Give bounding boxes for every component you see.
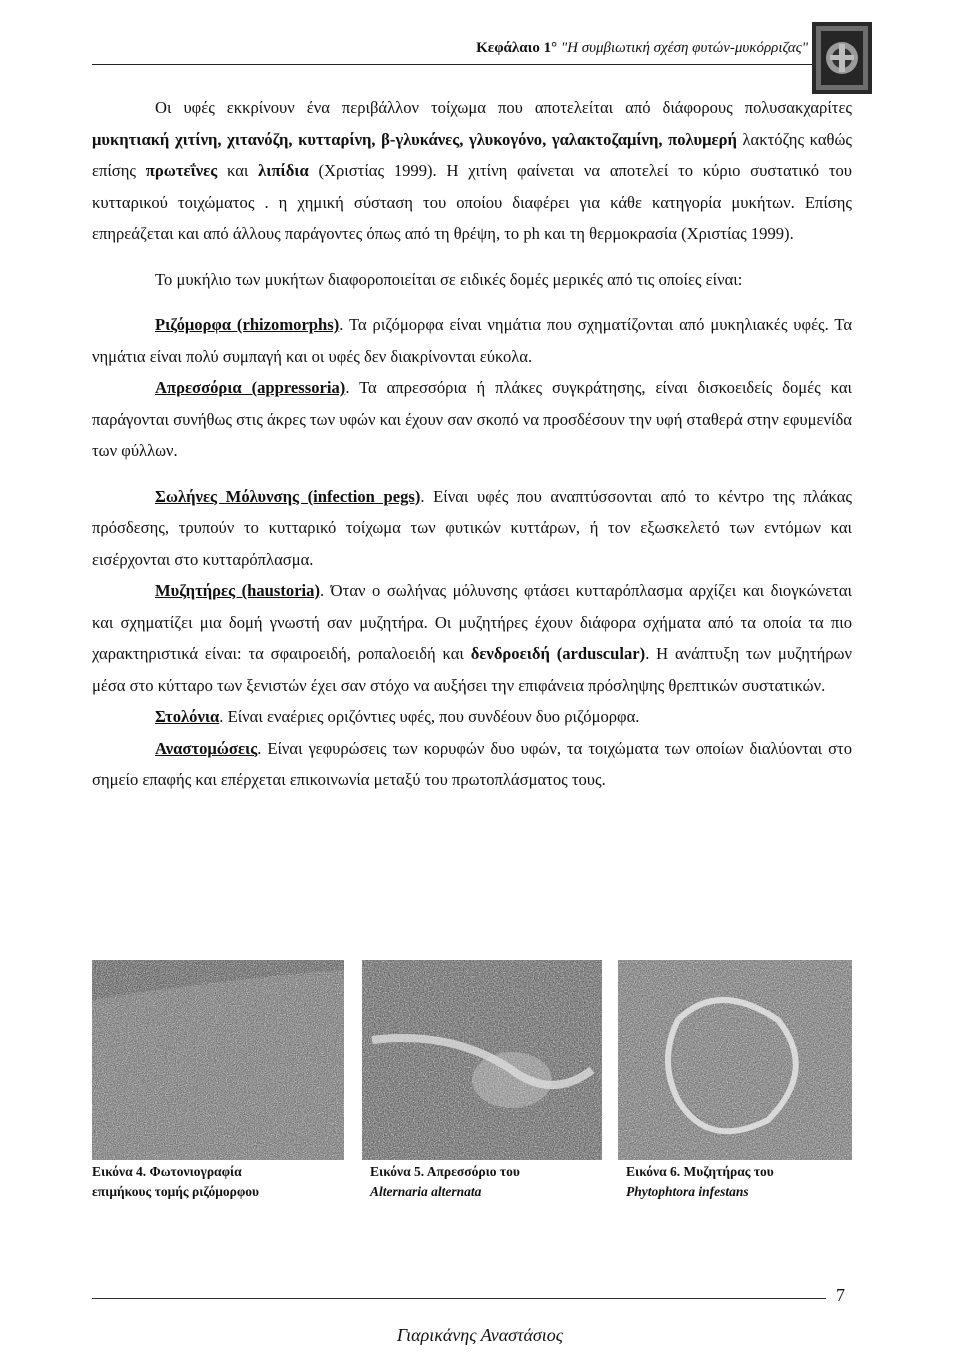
figures-row — [92, 960, 852, 1160]
paragraph-anastomoses: Αναστομώσεις. Είναι γεφυρώσεις των κορυφών δυο υφών, τα τοιχώματα των οποίων διαλύονται στο σημείο επαφής και επέρχεται επικοινωνία μεταξύ του πρωτοπλάσματος τους. — [92, 738, 852, 789]
body-text — [92, 92, 852, 796]
caption-figure-5: Εικόνα 5. Απρεσσόριο του Alternaria alternata — [370, 1164, 520, 1199]
author-footer: Γιαρικάνης Αναστάσιος — [396, 1325, 564, 1345]
running-header — [0, 40, 808, 57]
appressorium-micrograph — [362, 960, 602, 1160]
term-appressoria: Απρεσσόρια (appressoria) — [155, 378, 346, 397]
term-haustoria: Μυζητήρες (haustoria) — [155, 581, 320, 600]
rhizomorph-micrograph — [92, 960, 344, 1160]
term-rhizomorphs: Ριζόμορφα (rhizomorphs) — [155, 315, 340, 334]
caption-figure-4: Εικόνα 4. Φωτονιογραφία επιμήκους τομής ριζόμορφου — [92, 1164, 260, 1199]
paragraph-stolons: Στολόνια. Είναι εναέριες οριζόντιες υφές, που συνδέουν δυο ριζόμορφα. — [155, 707, 640, 726]
paragraph-structures-intro: Το μυκήλιο των μυκήτων διαφοροποιείται σε ειδικές δομές μερικές από τις οποίες είναι: — [155, 269, 743, 289]
term-stolons: Στολόνια — [155, 707, 220, 726]
footer-rule — [92, 1298, 826, 1299]
chapter-label: Κεφάλαιο 1° — [476, 40, 558, 56]
paragraph-appressoria: Απρεσσόρια (appressoria). Τα απρεσσόρια ή πλάκες συγκράτησης, είναι δισκοειδείς δομές και παράγονται συνήθως στις άκρες των υφών και έχουν σαν σκοπό να προσδέσουν την υφή σταθερά στην εφυμενίδα των φύλλων. — [92, 378, 852, 460]
paragraph-haustoria: Μυζητήρες (haustoria). Όταν ο σωλήνας μόλυνσης φτάσει κυτταρόπλασμα αρχίζει και διογκώνεται και σχηματίζει μια δομή γνωστή σαν μυζητήρα. Οι μυζητήρες έχουν διάφορα σχήματα από τα οποία τα πιο χαρακτηριστικά είναι: τα σφαιροειδή, ροπαλοειδή και δενδροειδή (arduscular). Η ανάπτυξη των μυζητήρων μέσα στο κύτταρο των ξενιστών έχει σαν στόχο να αυξήσει την επιφάνεια πρόσληψης θρεπτικών συστατικών. — [92, 581, 852, 695]
header-rule — [92, 64, 837, 65]
chapter-subtitle: "Η συμβιωτική σχέση φυτών-μυκόρριζας" — [557, 40, 808, 56]
caption-figure-6: Εικόνα 6. Μυζητήρας του Phytophtora infestans — [626, 1164, 774, 1199]
paragraph-cell-wall: Οι υφές εκκρίνουν ένα περιβάλλον τοίχωμα που αποτελείται από διάφορους πολυσακχαρίτες μυκητιακή χιτίνη, χιτανόζη, κυτταρίνη, β-γλυκάνες, γλυκογόνο, γαλακτοζαμίνη, πολυμερή λακτόζης καθώς επίσης πρωτεΐνες και λιπίδια (Χριστίας 1999). Η χιτίνη φαίνεται να αποτελεί το κύριο συστατικό του κυτταρικού τοιχώματος . η χημική σύσταση του οποίου διαφέρει για κάθε κατηγορία μυκήτων. Επίσης επηρεάζεται και από άλλους παράγοντες όπως από τη θρέψη, το ph και τη θερμοκρασία (Χριστίας 1999). — [92, 98, 853, 243]
university-seal-logo — [812, 22, 872, 94]
haustorium-micrograph — [618, 960, 852, 1160]
paragraph-infection-pegs: Σωλήνες Μόλυνσης (infection pegs). Είναι υφές που αναπτύσσονται από το κέντρο της πλάκας πρόσδεσης, τρυπούν το κυτταρικό τοίχωμα των φυτικών κυττάρων, ή τον εξωσκελετό των εντόμων και εισέρχονται στο κυτταρόπλασμα. — [92, 486, 852, 569]
page-number: 7 — [836, 1285, 845, 1305]
term-anastomoses: Αναστομώσεις — [155, 738, 258, 758]
paragraph-rhizomorphs: Ριζόμορφα (rhizomorphs). Τα ριζόμορφα είναι νημάτια που σχηματίζονται από μυκηλιακές υφές. Τα νημάτια είναι πολύ συμπαγή και οι υφές δεν διακρίνονται εύκολα. — [92, 315, 853, 366]
term-infection-pegs: Σωλήνες Μόλυνσης (infection pegs) — [155, 486, 421, 506]
